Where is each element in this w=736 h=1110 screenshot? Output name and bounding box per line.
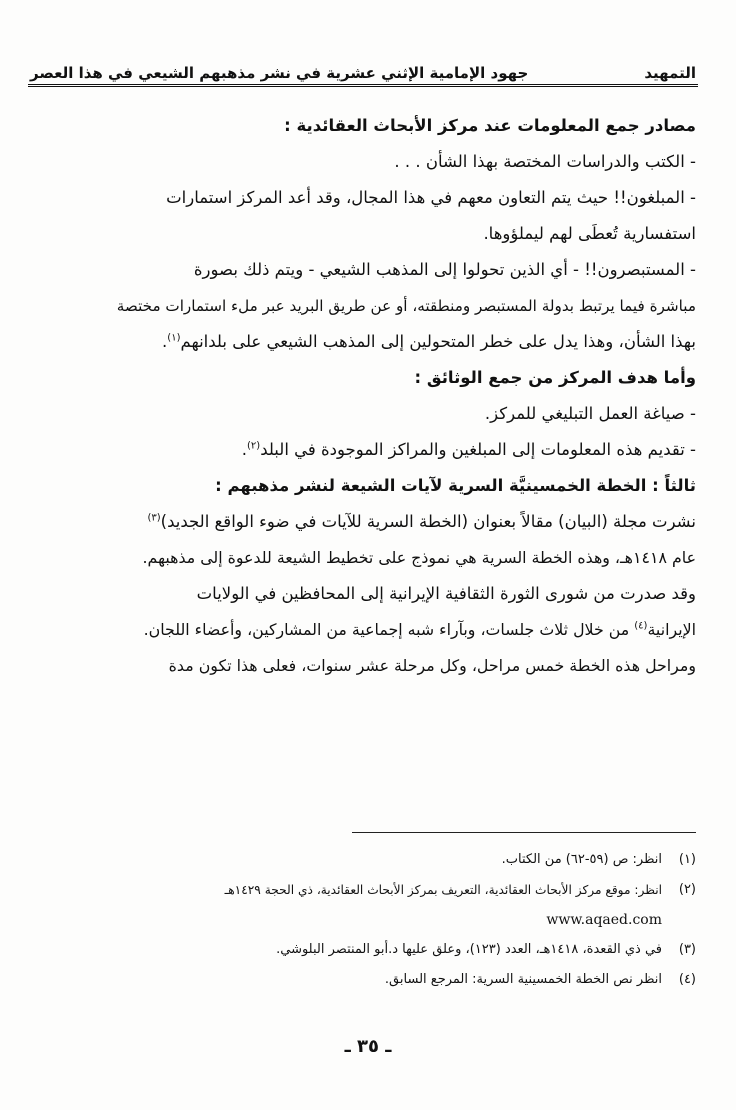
footnote-text: انظر نص الخطة الخمسينية السرية: المرجع السابق. <box>384 972 662 987</box>
footnote-text: انظر: ص (٥٩-٦٢) من الكتاب. <box>501 852 662 867</box>
footnote-divider <box>352 832 696 833</box>
footnote-ref: (١) <box>167 332 181 344</box>
text-span: . <box>241 440 247 459</box>
text-line: - الكتب والدراسات المختصة بهذا الشأن . . . <box>394 152 696 171</box>
footnote <box>64 935 696 965</box>
text-line: وقد صدرت من شورى الثورة الثقافية الإيرانية إلى المحافظين في الولايات <box>196 584 696 603</box>
section-heading: مصادر جمع المعلومات عند مركز الأبحاث العقائدية : <box>284 116 696 135</box>
footnote-ref: (٤) <box>634 620 648 632</box>
footnote-text: في ذي القعدة، ١٤١٨هـ، العدد (١٢٣)، وعلق عليها د.أبو المنتصر البلوشي. <box>276 942 662 957</box>
text-span: بهذا الشأن، وهذا يدل على خطر المتحولين إلى المذهب الشيعي على بلدانهم <box>180 332 696 351</box>
footnote-number: (٤) <box>678 972 696 987</box>
text-span: الإيرانية <box>647 620 696 639</box>
text-span: من خلال ثلاث جلسات، وبآراء شبه إجماعية من المشاركين، وأعضاء اللجان. <box>143 620 635 639</box>
text-line: مباشرة فيما يرتبط بدولة المستبصر ومنطقته، أو عن طريق البريد عبر ملء استمارات مختصة <box>116 297 696 315</box>
footnote-number: (٣) <box>678 942 696 957</box>
footnote-number: (١) <box>678 852 696 867</box>
text-line <box>64 432 696 468</box>
text-span: - تقديم هذه المعلومات إلى المبلغين والمراكز الموجودة في البلد <box>260 440 696 459</box>
header-chapter: التمهيد <box>644 64 696 82</box>
text-span: . <box>162 332 168 351</box>
footnote <box>64 875 696 905</box>
text-line <box>64 612 696 648</box>
text-line: - المبلغون!! حيث يتم التعاون معهم في هذا المجال، وقد أعد المركز استمارات <box>166 188 696 207</box>
text-line: ومراحل هذه الخطة خمس مراحل، وكل مرحلة عشر سنوات، فعلى هذا تكون مدة <box>168 656 696 675</box>
main-text <box>64 108 696 684</box>
text-line: عام ١٤١٨هـ، وهذه الخطة السرية هي نموذج على تخطيط الشيعة للدعوة إلى مذهبهم. <box>142 548 696 567</box>
footnote-text: انظر: موقع مركز الأبحاث العقائدية، التعريف بمركز الأبحاث العقائدية، ذي الحجة ١٤٢٩هـ <box>224 883 662 897</box>
header-book-title: جهود الإمامية الإثني عشرية في نشر مذهبهم الشيعي في هذا العصر <box>30 64 529 82</box>
text-line: - المستبصرون!! - أي الذين تحولوا إلى المذهب الشيعي - ويتم ذلك بصورة <box>193 260 696 279</box>
section-heading: ثالثاً : الخطة الخمسينيَّة السرية لآيات الشيعة لنشر مذهبهم : <box>215 476 696 495</box>
footnote <box>64 965 696 995</box>
text-line: استفسارية تُعطَى لهم ليملؤوها. <box>483 224 696 243</box>
section-heading: وأما هدف المركز من جمع الوثائق : <box>414 368 696 387</box>
footnote-number: (٢) <box>678 882 696 897</box>
page-number: ـ ٣٥ ـ <box>344 1036 392 1057</box>
header-divider <box>28 84 698 87</box>
text-span: نشرت مجلة (البيان) مقالاً بعنوان (الخطة السرية للآيات في ضوء الواقع الجديد) <box>160 512 696 531</box>
footnote-ref: (٢) <box>247 440 261 452</box>
running-header <box>30 52 696 82</box>
footnote <box>64 845 696 875</box>
text-line <box>64 504 696 540</box>
text-line: - صياغة العمل التبليغي للمركز. <box>484 404 696 423</box>
text-line <box>64 324 696 360</box>
footnote-url: www.aqaed.com <box>546 912 662 928</box>
footnote-ref: (٣) <box>147 512 161 524</box>
footnotes <box>64 845 696 995</box>
